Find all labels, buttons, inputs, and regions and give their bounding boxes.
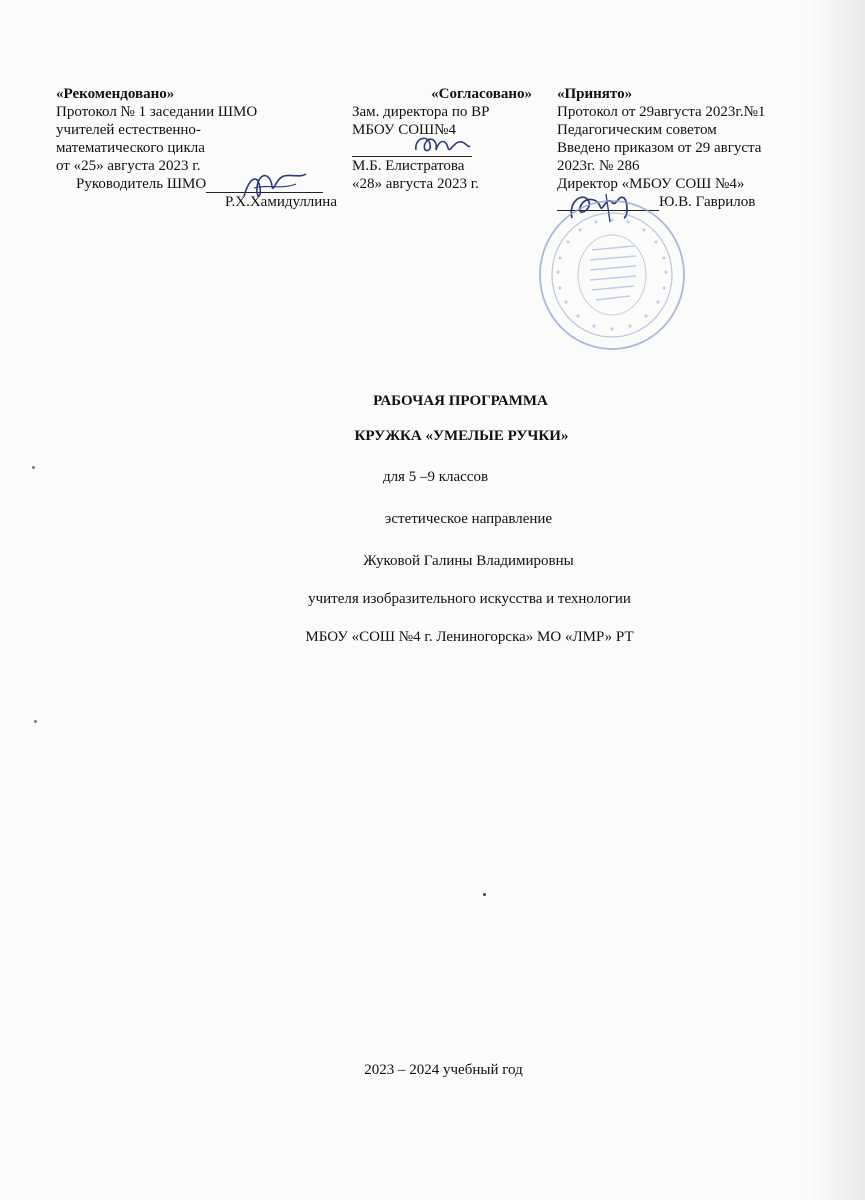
- scan-speck: [32, 466, 35, 469]
- agreed-signature-line: [352, 139, 552, 157]
- recommended-head-name: Р.Х.Хамидуллина: [225, 194, 337, 210]
- program-subtitle: КРУЖКА «УМЕЛЫЕ РУЧКИ»: [354, 428, 569, 444]
- recommended-teachers: учителей естественно-: [56, 122, 201, 138]
- agreed-heading: «Согласовано»: [431, 86, 532, 102]
- accepted-director-name: Ю.В. Гаврилов: [659, 194, 756, 210]
- recommended-head-line: [56, 175, 341, 193]
- signature-underline: [557, 196, 659, 211]
- accepted-order: Введено приказом от 29 августа: [557, 140, 762, 156]
- accepted-heading: «Принято»: [557, 86, 633, 102]
- round-seal-icon: [536, 198, 688, 353]
- accepted-protocol: Протокол от 29августа 2023г.№1: [557, 104, 766, 120]
- program-school: МБОУ «СОШ №4 г. Лениногорска» МО «ЛМР» РТ: [305, 629, 634, 645]
- program-title: РАБОЧАЯ ПРОГРАММА: [373, 393, 548, 409]
- signature-underline: [206, 178, 323, 193]
- approval-agreed: [352, 85, 552, 193]
- agreed-date: «28» августа 2023 г.: [352, 176, 479, 192]
- accepted-council: Педагогическим советом: [557, 122, 717, 138]
- program-author-position: учителя изобразительного искусства и технологии: [308, 591, 631, 607]
- agreed-school: МБОУ СОШ№4: [352, 122, 456, 138]
- approval-recommended: [56, 85, 341, 211]
- agreed-position: Зам. директора по ВР: [352, 104, 490, 120]
- recommended-date: от «25» августа 2023 г.: [56, 158, 201, 174]
- accepted-director-sign-line: [557, 193, 842, 211]
- program-direction: эстетическое направление: [384, 511, 553, 527]
- accepted-order-number: 2023г. № 286: [557, 158, 640, 174]
- program-author: Жуковой Галины Владимировны: [363, 553, 574, 569]
- recommended-heading: «Рекомендовано»: [56, 86, 175, 102]
- recommended-protocol: Протокол № 1 заседании ШМО: [56, 104, 258, 120]
- agreed-name: М.Б. Елистратова: [352, 158, 465, 174]
- scan-speck: [34, 720, 37, 723]
- signature-underline: [352, 142, 472, 157]
- academic-year: 2023 – 2024 учебный год: [364, 1062, 523, 1078]
- recommended-cycle: математического цикла: [56, 140, 205, 156]
- approval-accepted: [557, 85, 842, 211]
- accepted-director: Директор «МБОУ СОШ №4»: [557, 176, 745, 192]
- recommended-head-label: Руководитель ШМО: [76, 176, 207, 192]
- program-grades: для 5 –9 классов: [382, 469, 489, 485]
- scan-speck: [483, 893, 486, 896]
